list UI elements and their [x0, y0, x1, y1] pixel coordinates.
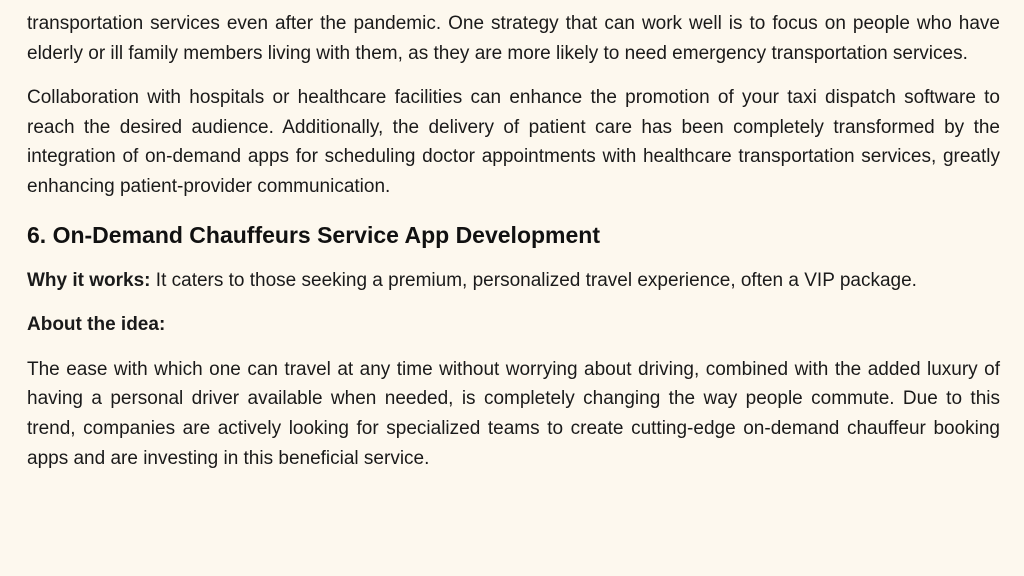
paragraph-hospital-collaboration: Collaboration with hospitals or healthcare facilities can enhance the promotion of your taxi dispatch software to reach the desired audience. Additionally, the delivery of patient care has been completely transformed by the integration of on-demand apps for scheduling doctor appointments with healthcare transportation services, greatly enhancing patient-provider communication. [27, 87, 1000, 197]
why-it-works-paragraph [27, 266, 1000, 296]
about-idea-heading [27, 310, 1000, 340]
why-it-works-text: It caters to those seeking a premium, personalized travel experience, often a VIP package. [150, 269, 917, 291]
paragraph-about-idea: The ease with which one can travel at any time without worrying about driving, combined with the added luxury of having a personal driver available when needed, is completely changing the way people commute. Due to this trend, companies are actively looking for specialized teams to create cutting-edge on-demand chauffeur booking apps and are investing in this beneficial service. [27, 358, 1000, 469]
why-it-works-label: Why it works: [27, 269, 151, 291]
paragraph-emergency-transport: transportation services even after the pandemic. One strategy that can work well is to focus on people who have elderly or ill family members living with them, as they are more likely to need emergency transportation services. [27, 13, 1000, 64]
section-heading: 6. On-Demand Chauffeurs Service App Development [27, 221, 601, 248]
about-idea-label: About the idea: [27, 314, 166, 336]
